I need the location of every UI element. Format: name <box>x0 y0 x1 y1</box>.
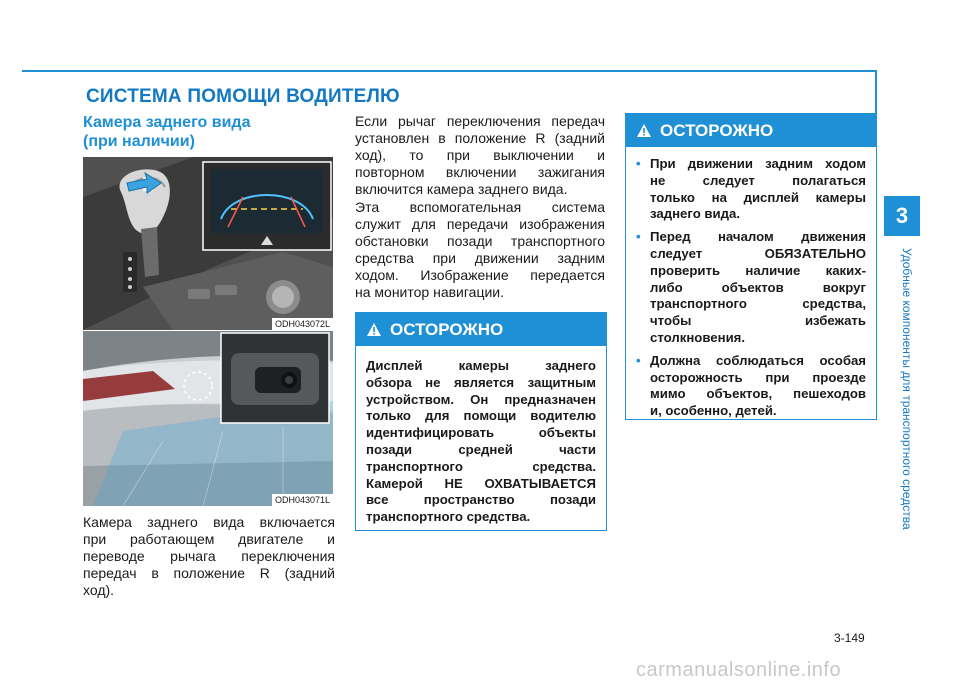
middle-paragraph-2 <box>355 199 605 301</box>
text-line: служит для передачи изображения <box>355 216 605 232</box>
text-line: ход), то при выключении и <box>355 147 605 163</box>
caution-line: Должна соблюдаться особая <box>650 352 866 368</box>
caution-header <box>626 114 876 147</box>
rear-camera-photo <box>83 331 333 506</box>
caution-bullet <box>636 353 866 420</box>
text-line: Если рычаг переключения передач <box>355 113 605 129</box>
caution-line: только на дисплей камеры <box>650 189 866 205</box>
caution-line: столкновения. <box>650 329 746 345</box>
caution-line: и, особенно, детей. <box>650 403 777 419</box>
caution-line: заднего вида. <box>650 206 741 222</box>
caution-list <box>626 147 876 420</box>
text-line: передач в положение R (задний <box>83 565 335 581</box>
caution-line: Камерой НЕ ОХВАТЫВАЕТСЯ <box>366 475 596 491</box>
text-line: ход). <box>83 582 115 598</box>
caution-title: ОСТОРОЖНО <box>390 319 504 339</box>
caution-line: обзора не является защитным <box>366 374 596 390</box>
shifter-illustration <box>83 157 333 330</box>
bullet-dot-icon: • <box>636 229 641 245</box>
text-line: Эта вспомогательная система <box>355 199 605 215</box>
caution-line: идентифицировать объекты <box>366 425 596 441</box>
text-line: средства при движении задним <box>355 250 605 266</box>
shifter-photo <box>83 157 333 330</box>
caution-line: проверить наличие каких- <box>650 262 866 278</box>
text-line: включится камера заднего вида. <box>355 181 568 197</box>
middle-paragraph-1 <box>355 113 605 198</box>
text-line: при работающем двигателе и <box>83 531 335 547</box>
text-line: обстановки позади транспортного <box>355 233 605 249</box>
text-line: Камера заднего вида включается <box>83 514 335 530</box>
rear-car-illustration <box>83 331 333 506</box>
subheading-line: (при наличии) <box>83 133 195 150</box>
bullet-dot-icon: • <box>636 352 641 368</box>
caution-line: мимо объектов, пешеходов <box>650 386 866 402</box>
caution-line: При движении задним ходом <box>650 156 866 171</box>
caution-line: транспортного средства, <box>650 296 866 312</box>
subheading-line: Камера заднего вида <box>83 114 251 131</box>
top-rule <box>22 70 876 72</box>
subheading <box>83 113 323 151</box>
caution-line: все пространство позади <box>366 492 596 508</box>
text-line: установлен в положение R (задний <box>355 130 605 146</box>
caution-line: следует ОБЯЗАТЕЛЬНО <box>650 245 866 261</box>
bullet-dot-icon: • <box>636 156 641 171</box>
warning-icon <box>636 123 652 138</box>
caution-box-right <box>625 113 877 420</box>
text-line: ходом. Изображение передается <box>355 267 605 283</box>
image-code: ODH043071L <box>272 494 333 506</box>
warning-icon <box>366 322 382 337</box>
caution-line: Перед началом движения <box>650 229 866 245</box>
section-title: СИСТЕМА ПОМОЩИ ВОДИТЕЛЮ <box>86 86 400 107</box>
caution-line: устройством. Он предназначен <box>366 391 596 407</box>
image-code: ODH043072L <box>272 318 333 330</box>
page-number: 3-149 <box>834 631 865 645</box>
caution-box-middle <box>355 312 607 531</box>
watermark: carmanualsonline.info <box>636 659 842 681</box>
caution-line: либо объектов вокруг <box>650 279 866 295</box>
text-line: повторном включении зажигания <box>355 164 605 180</box>
text-line: переводе рычага переключения <box>83 548 335 564</box>
caution-title: ОСТОРОЖНО <box>660 120 774 140</box>
caution-line: Дисплей камеры заднего <box>366 358 596 373</box>
caution-bullet <box>636 229 866 347</box>
caution-bullet <box>636 156 866 223</box>
caution-line: только для помощи водителю <box>366 408 596 424</box>
caution-line: осторожность при проезде <box>650 369 866 385</box>
caution-header <box>356 313 606 346</box>
left-paragraph <box>83 514 335 599</box>
caution-line: транспортного средства. <box>366 458 596 474</box>
caution-text <box>356 346 606 526</box>
chapter-side-text: Удобные компоненты для транспортного средства <box>900 248 914 530</box>
caution-line: позади средней части <box>366 441 596 457</box>
chapter-tab: 3 <box>884 196 920 236</box>
caution-line: транспортного средства. <box>366 509 531 525</box>
caution-line: не следует полагаться <box>650 172 866 188</box>
caution-line: чтобы избежать <box>650 313 866 329</box>
text-line: на монитор навигации. <box>355 284 504 300</box>
